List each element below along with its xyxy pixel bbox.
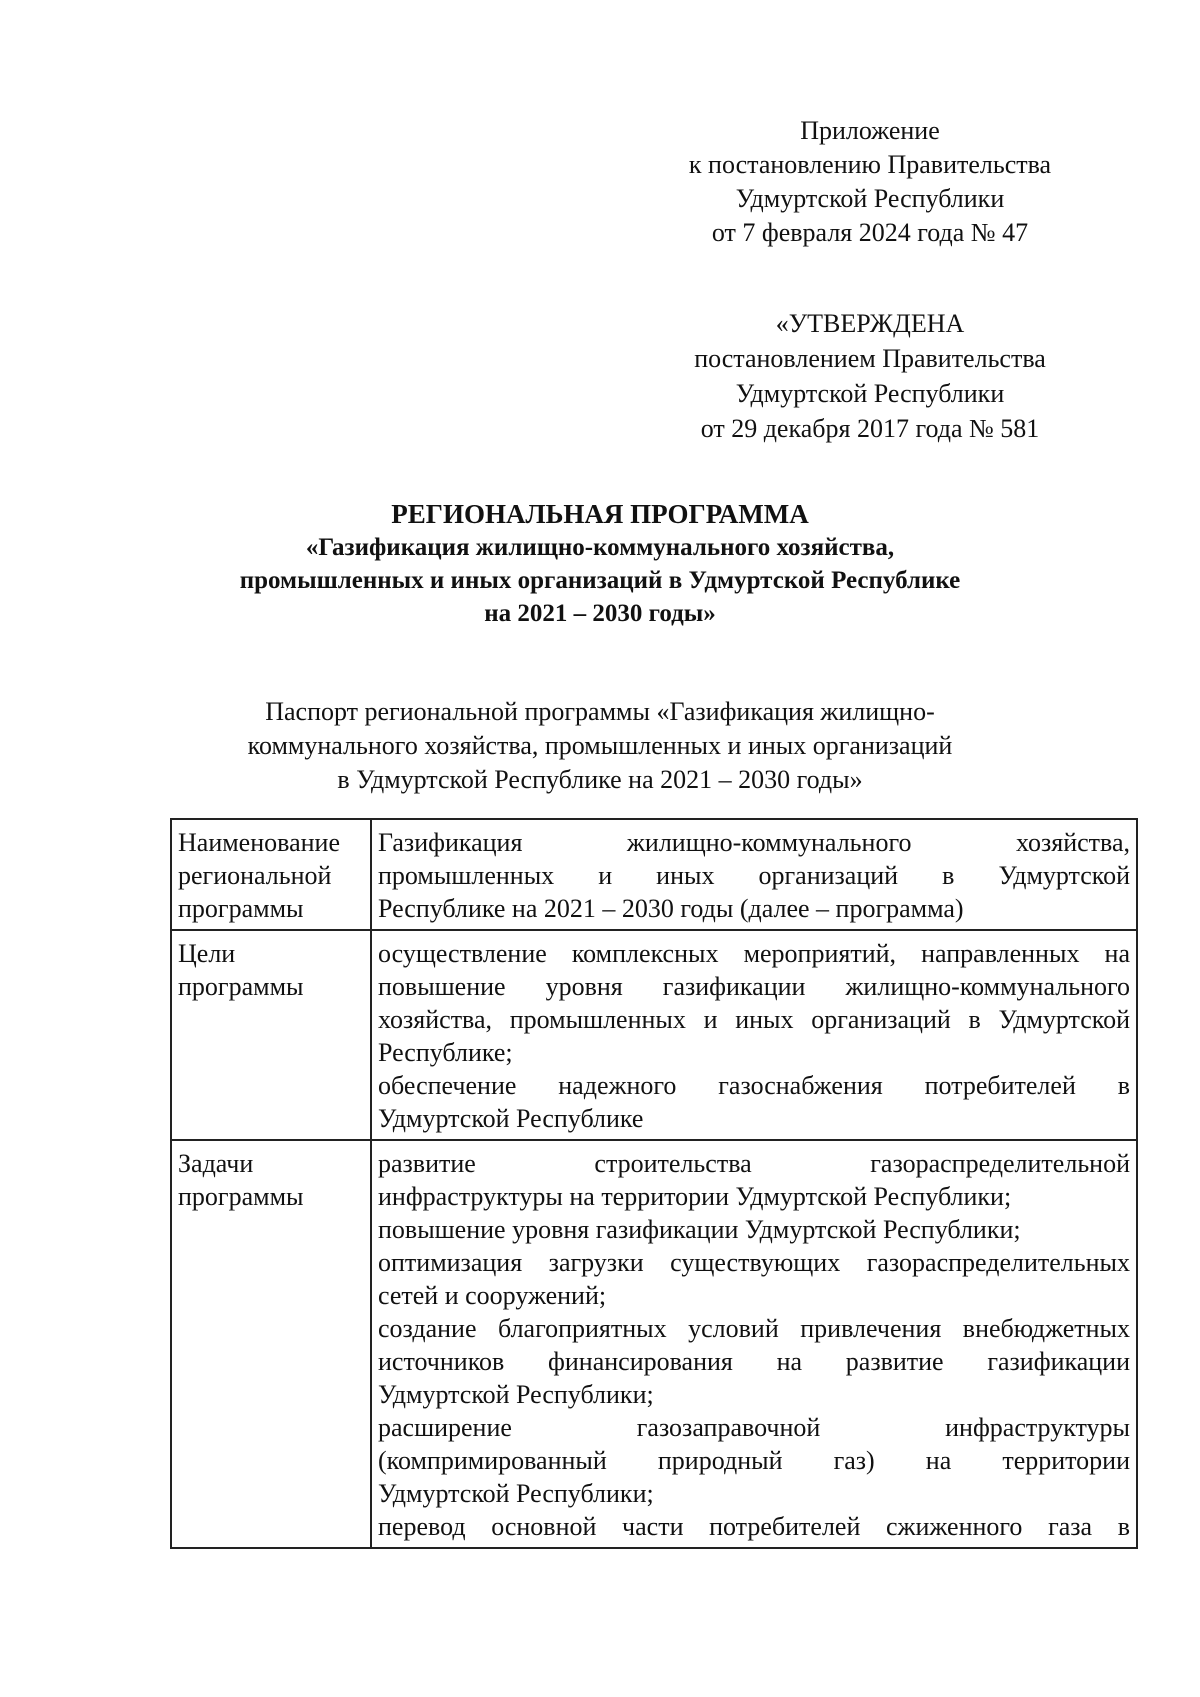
program-title (140, 498, 1060, 630)
row-value-line: создание благоприятных условий привлечения внебюджетных (378, 1314, 1130, 1343)
program-title-main: РЕГИОНАЛЬНАЯ ПРОГРАММА (391, 499, 809, 529)
row-value-line: Удмуртской Республики; (378, 1479, 654, 1508)
row-label-line: Наименование (178, 828, 340, 857)
row-label-line: программы (178, 894, 304, 923)
approval-line: постановлением Правительства (694, 344, 1046, 373)
row-label-line: Цели (178, 939, 236, 968)
approval-stamp (630, 306, 1110, 446)
passport-heading-line: в Удмуртской Республике на 2021 – 2030 годы» (337, 765, 863, 794)
row-value-line: осуществление комплексных мероприятий, направленных на (378, 939, 1130, 968)
row-value-line: Республике; (378, 1038, 513, 1067)
approval-line: Удмуртской Республики (735, 379, 1005, 408)
row-value-line: оптимизация загрузки существующих газораспределительных (378, 1248, 1130, 1277)
row-value-line: обеспечение надежного газоснабжения потребителей в (378, 1071, 1130, 1100)
row-label-cell (171, 819, 371, 930)
row-value-line: повышение уровня газификации Удмуртской Республики; (378, 1215, 1021, 1244)
row-label-line: региональной (178, 861, 332, 890)
row-value-line: Республике на 2021 – 2030 годы (далее – программа) (378, 894, 964, 923)
row-label-cell (171, 1140, 371, 1548)
program-title-line: на 2021 – 2030 годы» (484, 600, 716, 627)
row-label-line: программы (178, 1182, 304, 1211)
row-label-line: программы (178, 972, 304, 1001)
passport-heading-line: коммунального хозяйства, промышленных и иных организаций (247, 731, 953, 760)
row-value-line: (компримированный природный газ) на территории (378, 1446, 1130, 1475)
row-value-line: хозяйства, промышленных и иных организаций в Удмуртской (378, 1005, 1130, 1034)
row-value-line: сетей и сооружений; (378, 1281, 607, 1310)
row-value-line: Удмуртской Республике (378, 1104, 644, 1133)
row-value-line: расширение газозаправочной инфраструктуры (378, 1413, 1130, 1442)
passport-heading-line: Паспорт региональной программы «Газификация жилищно- (265, 697, 935, 726)
passport-table (170, 818, 1138, 1549)
row-label-line: Задачи (178, 1149, 254, 1178)
appendix-line: Приложение (800, 116, 940, 145)
row-value-cell (371, 930, 1137, 1140)
row-label-cell (171, 930, 371, 1140)
row-value-line: перевод основной части потребителей сжиженного газа в (378, 1512, 1130, 1541)
appendix-line: к постановлению Правительства (688, 150, 1052, 179)
row-value-line: инфраструктуры на территории Удмуртской Республики; (378, 1182, 1012, 1211)
program-title-line: промышленных и иных организаций в Удмуртской Республике (239, 567, 961, 594)
row-value-cell (371, 819, 1137, 930)
row-value-line: Газификация жилищно-коммунального хозяйства, (378, 828, 1130, 857)
approval-line: от 29 декабря 2017 года № 581 (700, 414, 1040, 443)
row-value-line: Удмуртской Республики; (378, 1380, 654, 1409)
appendix-header (630, 114, 1110, 250)
row-value-line: развитие строительства газораспределительной (378, 1149, 1130, 1178)
row-value-line: повышение уровня газификации жилищно-коммунального (378, 972, 1130, 1001)
table-row (171, 819, 1137, 930)
row-value-cell (371, 1140, 1137, 1548)
approval-line: «УТВЕРЖДЕНА (775, 309, 965, 338)
row-value-line: источников финансирования на развитие газификации (378, 1347, 1130, 1376)
appendix-line: Удмуртской Республики (735, 184, 1005, 213)
table-row (171, 930, 1137, 1140)
row-value-line: промышленных и иных организаций в Удмуртской (378, 861, 1130, 890)
program-title-line: «Газификация жилищно-коммунального хозяйства, (305, 534, 895, 561)
table-row (171, 1140, 1137, 1548)
passport-heading (140, 695, 1060, 797)
appendix-line: от 7 февраля 2024 года № 47 (711, 218, 1029, 247)
